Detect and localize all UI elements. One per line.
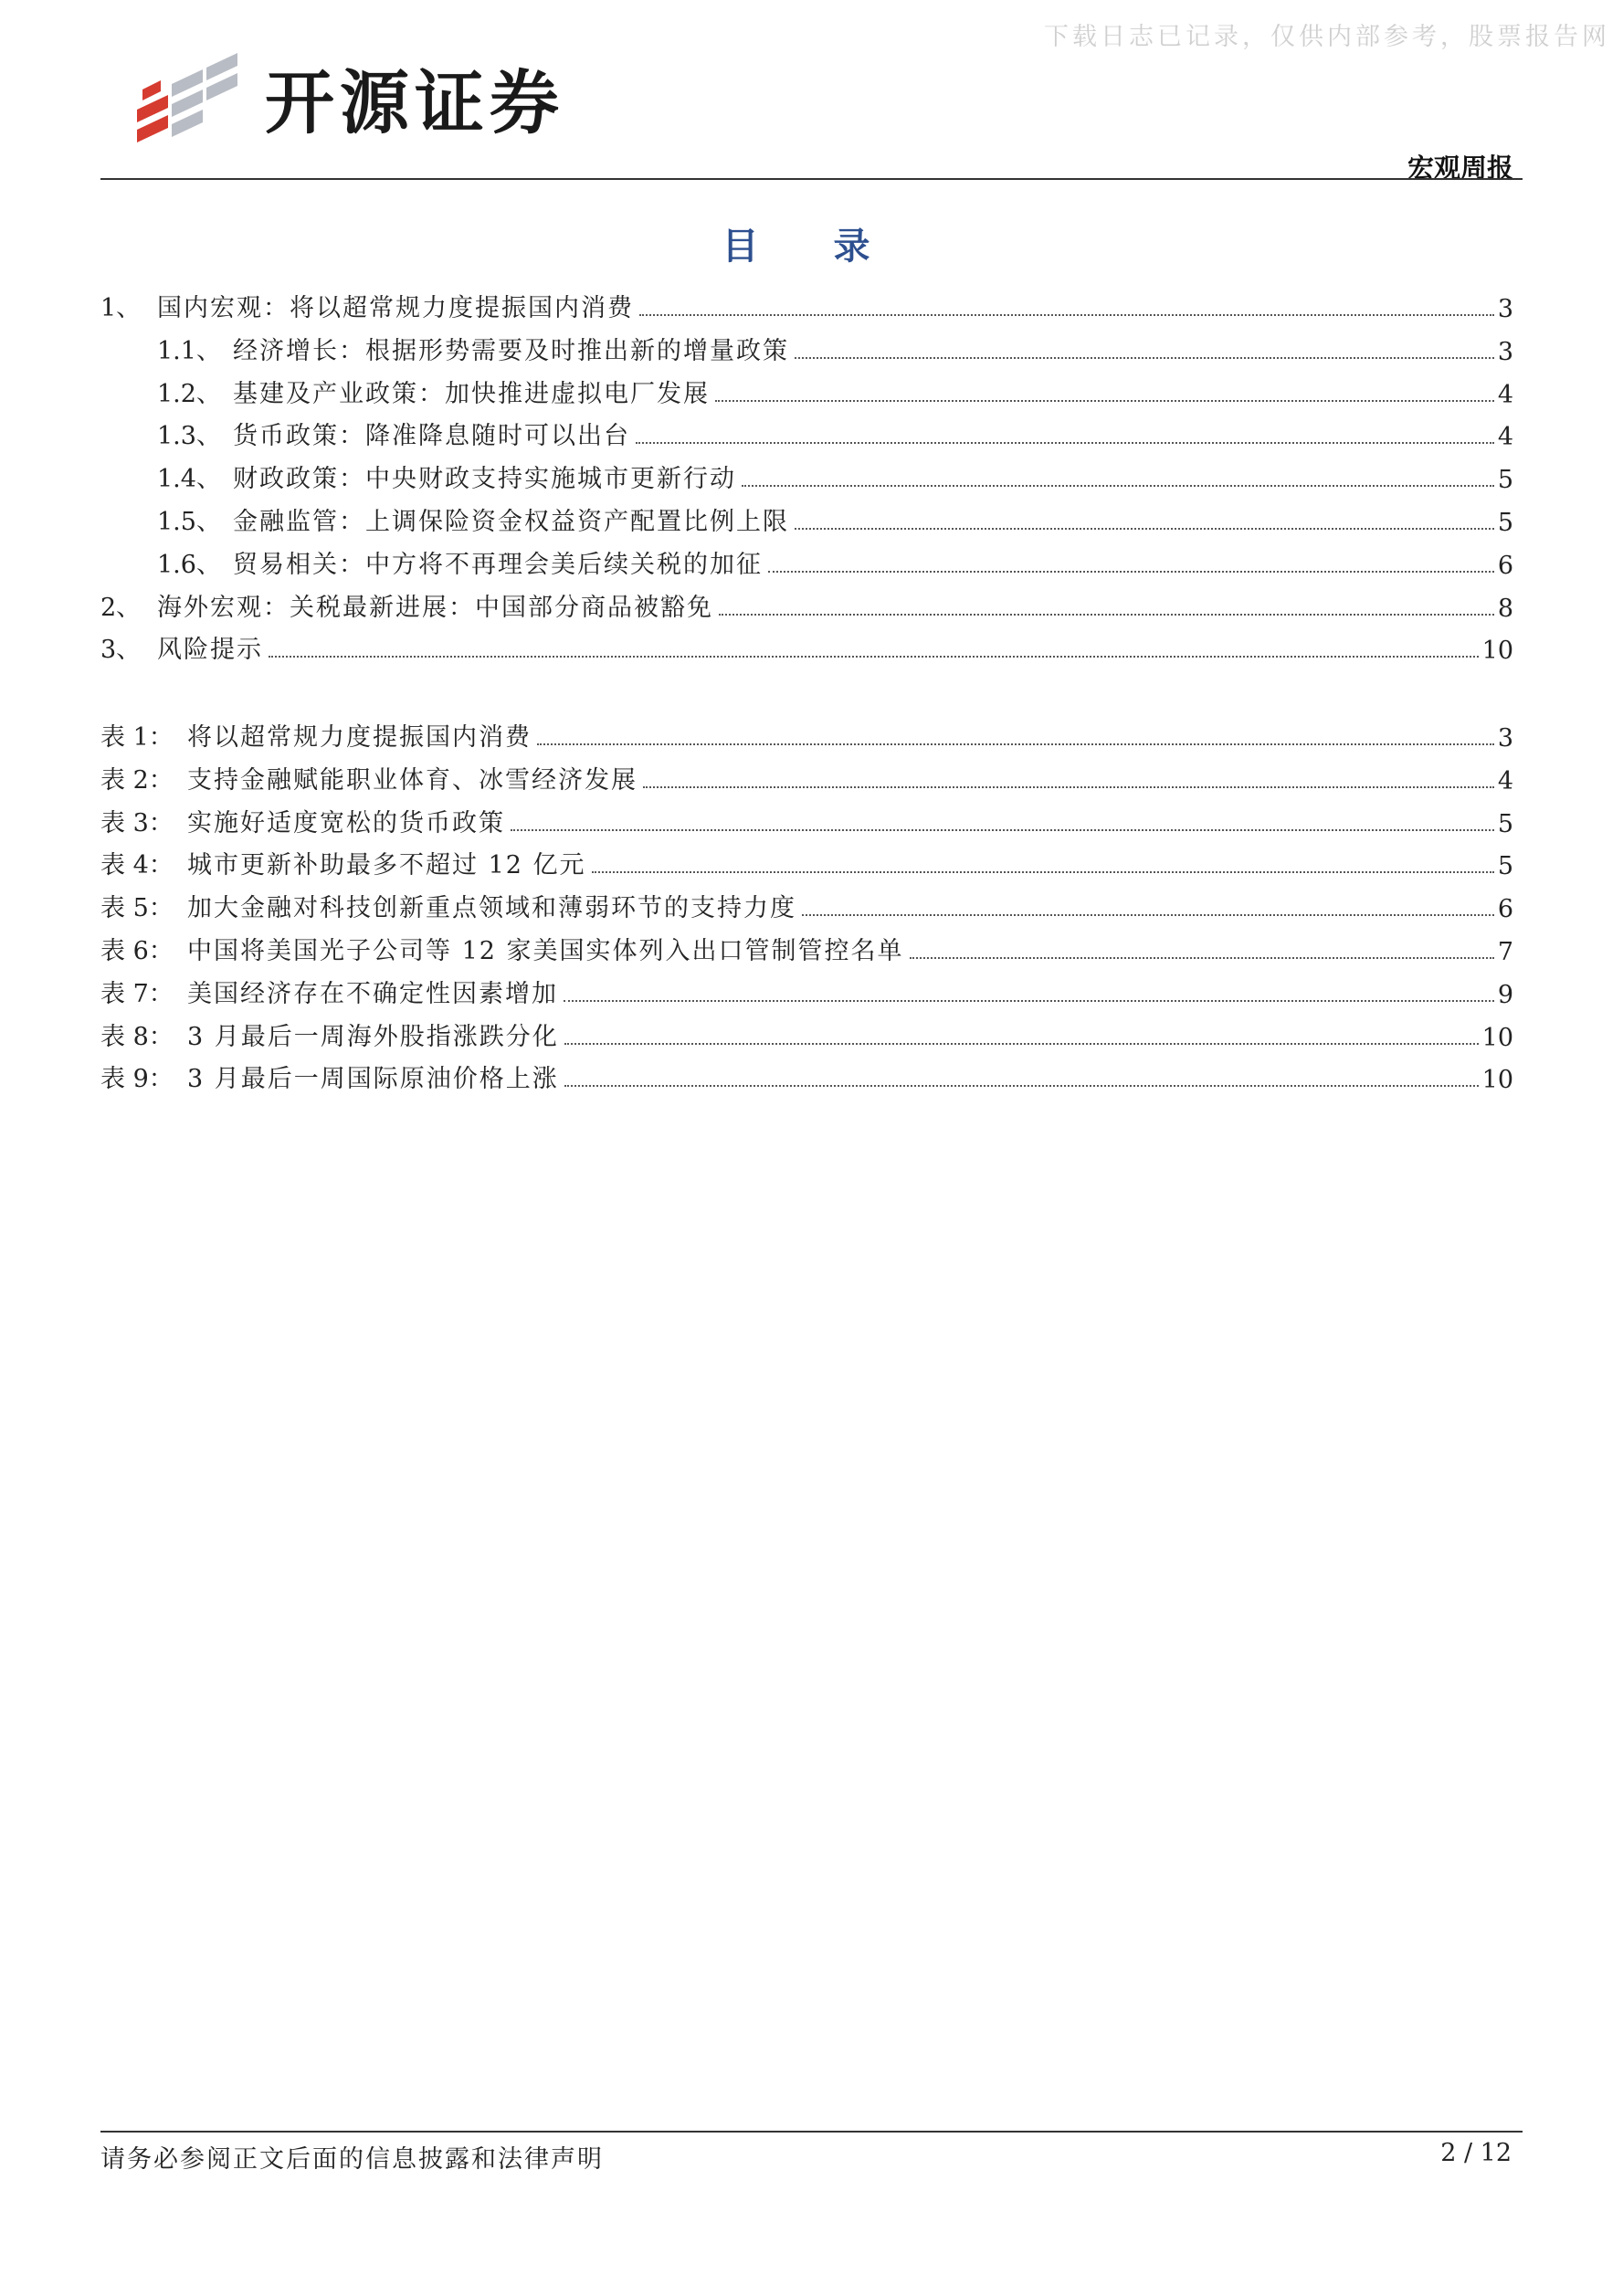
dot-leader bbox=[643, 786, 1494, 788]
toc-section-number: 1.1、 bbox=[157, 336, 221, 365]
toc-figure-page: 4 bbox=[1497, 766, 1513, 795]
header-divider bbox=[100, 178, 1523, 180]
toc-section-entry[interactable] bbox=[100, 456, 1513, 494]
dot-leader bbox=[742, 485, 1494, 487]
toc-figure-title: 中国将美国光子公司等 12 家美国实体列入出口管制管控名单 bbox=[187, 937, 904, 965]
toc-figure-title: 城市更新补助最多不超过 12 亿元 bbox=[187, 851, 586, 880]
dot-leader bbox=[537, 743, 1494, 745]
toc-figure-entry[interactable] bbox=[100, 885, 1513, 923]
toc-section-number: 1、 bbox=[100, 294, 142, 322]
toc-section-number: 1.3、 bbox=[157, 422, 221, 451]
toc-figure-page: 3 bbox=[1497, 724, 1513, 753]
toc-section-page: 8 bbox=[1497, 594, 1513, 623]
dot-leader bbox=[592, 871, 1494, 873]
dot-leader bbox=[719, 614, 1494, 616]
toc-section-entry[interactable] bbox=[100, 328, 1513, 366]
toc-figure-entry[interactable] bbox=[100, 714, 1513, 753]
toc-section-title: 货币政策：降准降息随时可以出台 bbox=[233, 422, 630, 451]
toc-section-title: 国内宏观：将以超常规力度提振国内消费 bbox=[157, 294, 634, 322]
toc-figure-entry[interactable] bbox=[100, 842, 1513, 880]
toc-figure-title: 3 月最后一周国际原油价格上涨 bbox=[187, 1065, 559, 1094]
toc-section-title: 财政政策：中央财政支持实施城市更新行动 bbox=[233, 465, 736, 494]
toc-section-page: 3 bbox=[1497, 295, 1513, 323]
toc-section-entry[interactable] bbox=[100, 413, 1513, 451]
toc-section-number: 3、 bbox=[100, 636, 142, 665]
toc-section-page: 4 bbox=[1497, 423, 1513, 452]
toc-figure-title: 将以超常规力度提振国内消费 bbox=[187, 723, 532, 752]
toc-section-entry[interactable] bbox=[100, 542, 1513, 580]
toc-title: 目 录 bbox=[722, 226, 901, 268]
toc-figure-entry[interactable] bbox=[100, 1056, 1513, 1094]
toc-section-number: 1.6、 bbox=[157, 550, 221, 579]
toc-figure-page: 5 bbox=[1497, 852, 1513, 881]
toc-section-number: 2、 bbox=[100, 593, 142, 622]
toc-section-title: 基建及产业政策：加快推进虚拟电厂发展 bbox=[233, 379, 710, 408]
toc-figure-page: 5 bbox=[1497, 809, 1513, 838]
dot-leader bbox=[795, 357, 1494, 359]
toc-figure-entry[interactable] bbox=[100, 971, 1513, 1009]
brand-logo bbox=[135, 53, 564, 153]
toc-section-entry[interactable] bbox=[100, 499, 1513, 537]
toc-figure-entry[interactable] bbox=[100, 928, 1513, 966]
page-number: 2 / 12 bbox=[1440, 2139, 1512, 2167]
toc-section-entry[interactable] bbox=[100, 585, 1513, 623]
toc-section-page: 5 bbox=[1497, 466, 1513, 495]
toc-figure-number: 表 8： bbox=[100, 1022, 174, 1051]
toc-section-page: 3 bbox=[1497, 337, 1513, 366]
toc-figure-number: 表 3： bbox=[100, 808, 174, 837]
dot-leader bbox=[795, 528, 1494, 530]
toc-section-entry[interactable] bbox=[100, 371, 1513, 409]
toc-figure-number: 表 9： bbox=[100, 1065, 174, 1094]
toc-section-title: 金融监管：上调保险资金权益资产配置比例上限 bbox=[233, 508, 789, 536]
toc-figure-number: 表 1： bbox=[100, 723, 174, 752]
toc-figure-title: 美国经济存在不确定性因素增加 bbox=[187, 979, 558, 1008]
toc-figure-page: 10 bbox=[1481, 1066, 1513, 1095]
toc-figure-page: 9 bbox=[1497, 980, 1513, 1009]
toc-figure-number: 表 4： bbox=[100, 851, 174, 880]
toc-figure-number: 表 5： bbox=[100, 894, 174, 923]
dot-leader bbox=[564, 1085, 1479, 1087]
toc-section-entry[interactable] bbox=[100, 285, 1513, 323]
toc-section-number: 1.2、 bbox=[157, 379, 221, 408]
toc-section-number: 1.5、 bbox=[157, 508, 221, 536]
toc-figure-entry[interactable] bbox=[100, 800, 1513, 838]
toc-section-title: 海外宏观：关税最新进展：中国部分商品被豁免 bbox=[157, 593, 713, 622]
dot-leader bbox=[511, 829, 1494, 831]
toc-figure-number: 表 6： bbox=[100, 937, 174, 965]
toc-figure-entry[interactable] bbox=[100, 757, 1513, 795]
toc-section-title: 风险提示 bbox=[157, 636, 263, 665]
dot-leader bbox=[636, 442, 1494, 444]
toc-section-title: 贸易相关：中方将不再理会美后续关税的加征 bbox=[233, 550, 763, 579]
toc-figure-page: 10 bbox=[1481, 1023, 1513, 1052]
toc-figure-title: 加大金融对科技创新重点领域和薄弱环节的支持力度 bbox=[187, 894, 796, 923]
toc-section-entry[interactable] bbox=[100, 627, 1513, 665]
dot-leader bbox=[910, 957, 1494, 959]
toc-figure-number: 表 7： bbox=[100, 979, 174, 1008]
toc-figure-title: 支持金融赋能职业体育、冰雪经济发展 bbox=[187, 765, 638, 795]
report-type: 宏观周报 bbox=[1407, 153, 1513, 184]
footer-divider bbox=[100, 2131, 1523, 2133]
toc-section-page: 6 bbox=[1497, 551, 1513, 580]
toc-figure-page: 7 bbox=[1497, 938, 1513, 966]
watermark: 下载日志已记录，仅供内部参考，股票报告网 bbox=[1044, 23, 1610, 51]
dot-leader bbox=[564, 1043, 1479, 1045]
toc-section-title: 经济增长：根据形势需要及时推出新的增量政策 bbox=[233, 336, 789, 365]
toc-figure-page: 6 bbox=[1497, 895, 1513, 924]
dot-leader bbox=[802, 914, 1494, 916]
toc-section-page: 10 bbox=[1481, 637, 1513, 666]
toc-section-page: 4 bbox=[1497, 380, 1513, 409]
toc-figure-title: 3 月最后一周海外股指涨跌分化 bbox=[187, 1022, 559, 1051]
disclaimer-note: 请务必参阅正文后面的信息披露和法律声明 bbox=[100, 2145, 604, 2174]
logo-mark-icon bbox=[135, 53, 245, 153]
dot-leader bbox=[639, 314, 1494, 316]
toc-figure-entry[interactable] bbox=[100, 1014, 1513, 1052]
toc-figure-title: 实施好适度宽松的货币政策 bbox=[187, 808, 505, 837]
dot-leader bbox=[269, 656, 1479, 658]
toc-section-page: 5 bbox=[1497, 509, 1513, 537]
toc-figure-number: 表 2： bbox=[100, 765, 174, 795]
brand-name: 开源证券 bbox=[265, 62, 564, 143]
toc-section-number: 1.4、 bbox=[157, 465, 221, 494]
dot-leader bbox=[564, 1000, 1494, 1002]
dot-leader bbox=[715, 400, 1494, 402]
dot-leader bbox=[768, 571, 1494, 573]
